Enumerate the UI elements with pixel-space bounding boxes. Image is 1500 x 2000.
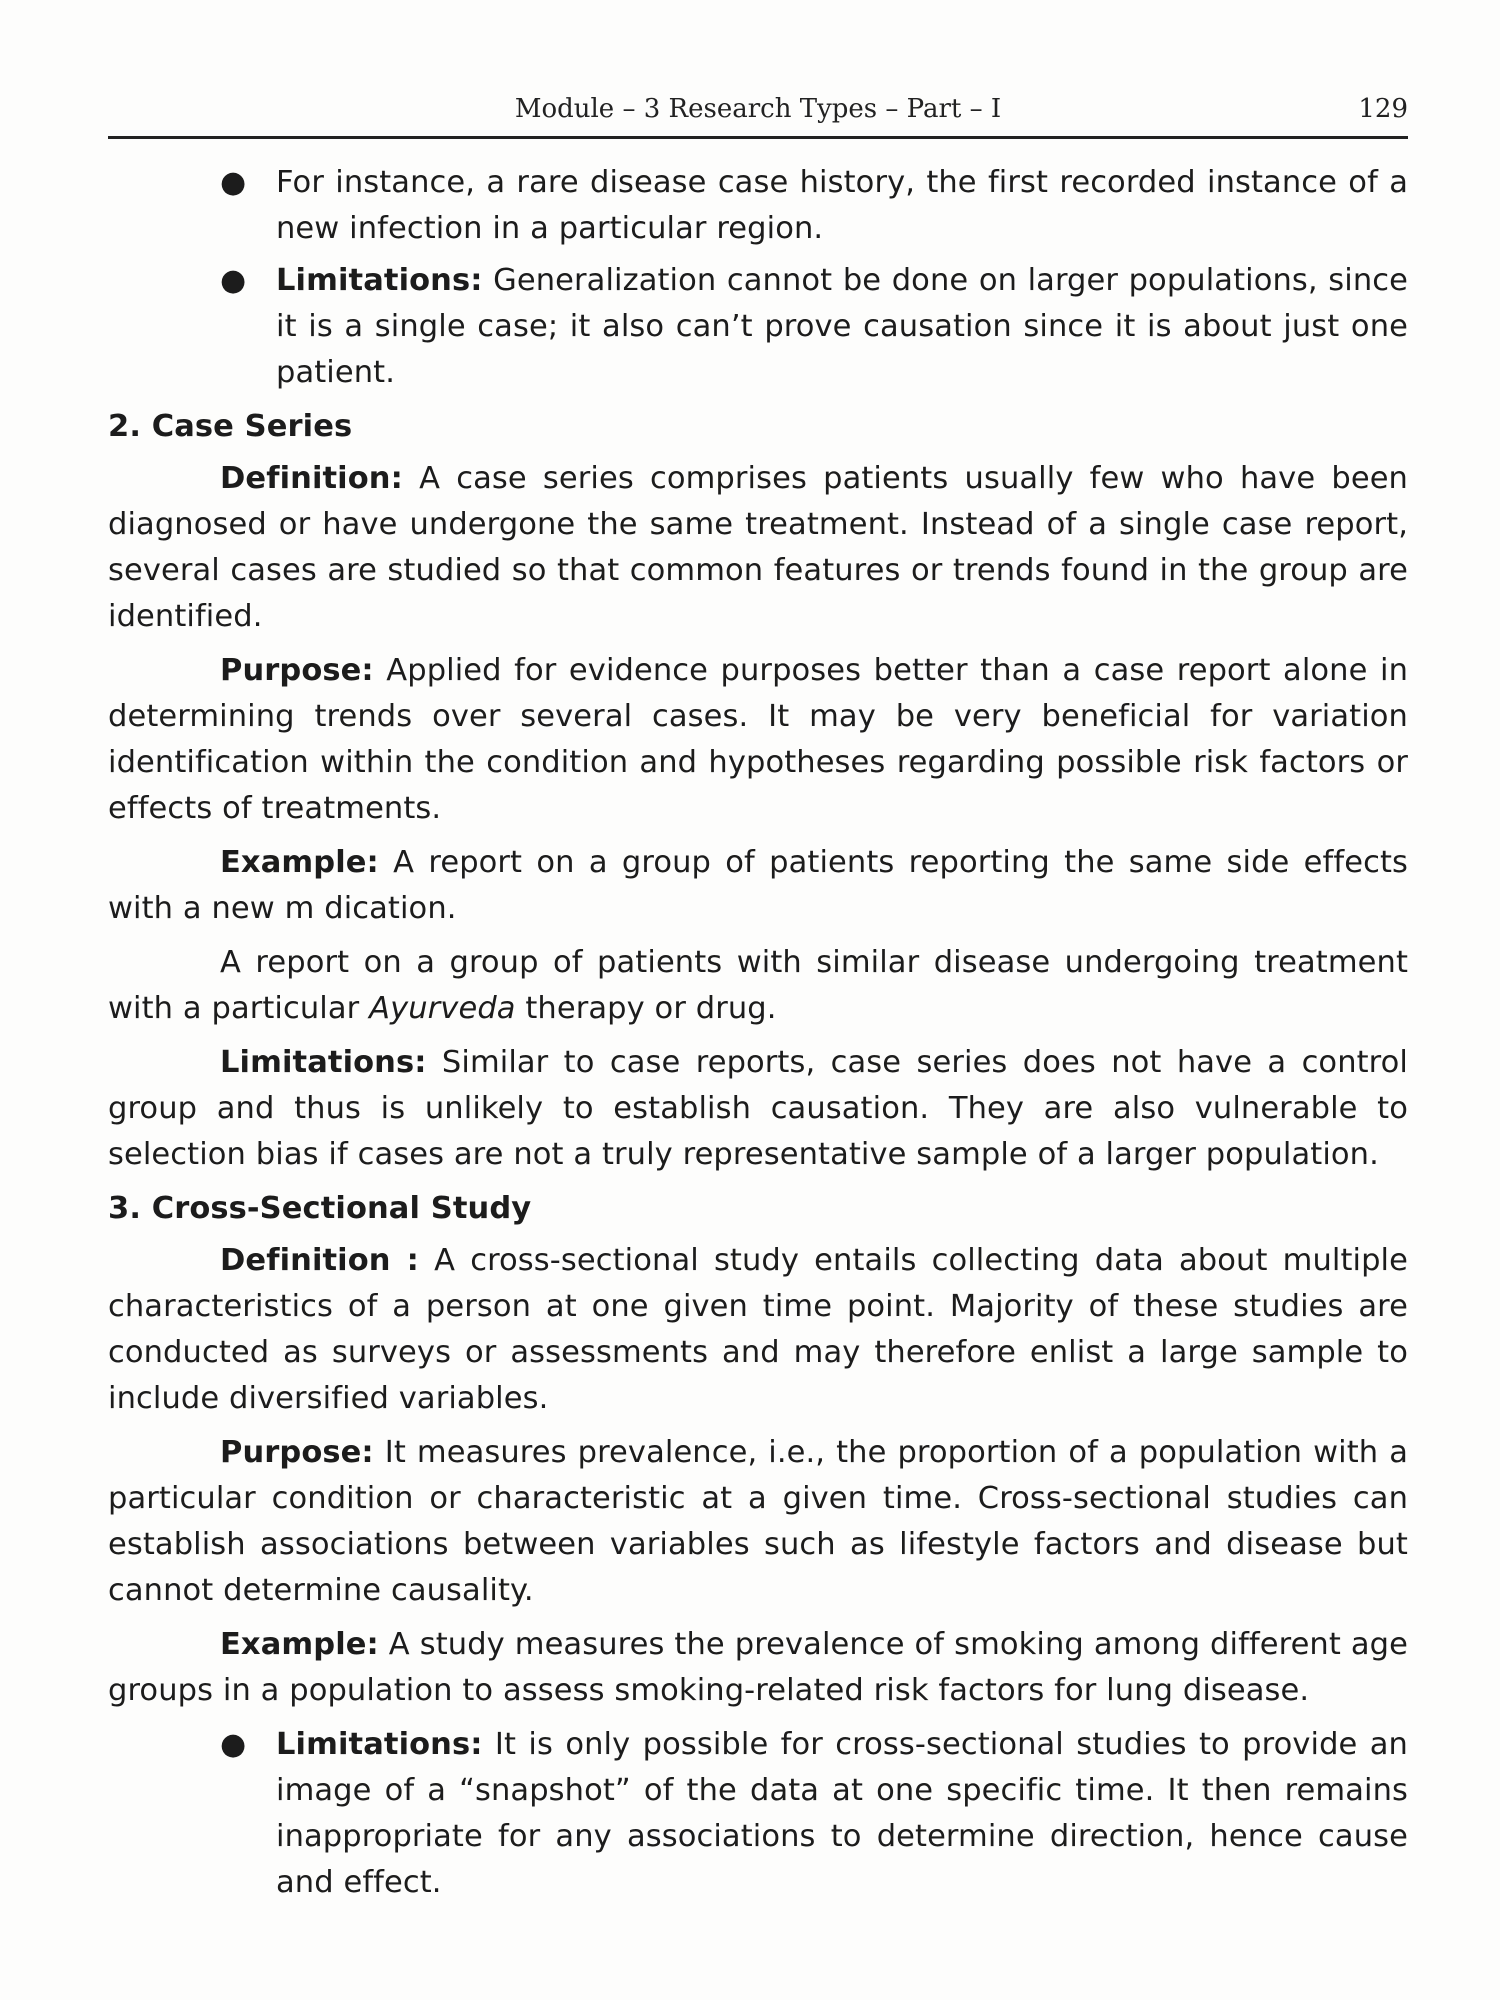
cross-sectional-definition: [108, 1238, 1408, 1422]
definition-label: Definition :: [220, 1243, 419, 1278]
case-series-example: [108, 840, 1408, 932]
purpose-text: Applied for evidence purposes better than a case report alone in determining trends over several cases. It may be very beneficial for variation identification within the condition and hypotheses regarding possible risk factors or effects of treatments.: [108, 653, 1408, 826]
bullet-text: Generalization cannot be done on larger populations, since it is a single case; it also can’t prove causation since it is about just one patient.: [276, 263, 1408, 390]
body-text: [108, 160, 1408, 1912]
bullet-item: [108, 1722, 1408, 1906]
case-series-example-2: [108, 940, 1408, 1032]
example-2-text-before: A report on a group of patients with similar disease undergoing treatment with a particular: [108, 945, 1408, 1026]
definition-label: Definition:: [220, 461, 403, 496]
intro-bullet-list: [108, 160, 1408, 396]
case-series-limitations: [108, 1040, 1408, 1178]
page-number: 129: [1358, 94, 1408, 124]
limitations-label: Limitations:: [220, 1045, 427, 1080]
case-series-purpose: [108, 648, 1408, 832]
example-label: Example:: [220, 845, 379, 880]
bullet-dot-icon: ●: [220, 263, 247, 298]
bullet-dot-icon: ●: [220, 1727, 247, 1762]
running-title: Module – 3 Research Types – Part – I: [514, 94, 1002, 124]
bullet-label: Limitations:: [276, 1727, 483, 1762]
example-label: Example:: [220, 1627, 379, 1662]
header-rule: [108, 136, 1408, 139]
example-2-text-after: therapy or drug.: [515, 991, 777, 1026]
section-heading-case-series: 2. Case Series: [108, 409, 353, 444]
limitations-text: Similar to case reports, case series does not have a control group and thus is unlikely to establish causation. They are also vulnerable to selection bias if cases are not a truly representative sample of a larger population.: [108, 1045, 1408, 1172]
example-text: A study measures the prevalence of smoking among different age groups in a population to assess smoking-related risk factors for lung disease.: [108, 1627, 1408, 1708]
cross-sectional-bullet-list: [108, 1722, 1408, 1906]
case-series-definition: [108, 456, 1408, 640]
bullet-dot-icon: ●: [220, 165, 247, 200]
running-header: [108, 88, 1408, 134]
section-heading-cross-sectional: 3. Cross-Sectional Study: [108, 1191, 532, 1226]
purpose-label: Purpose:: [220, 1435, 374, 1470]
definition-text: A cross-sectional study entails collecting data about multiple characteristics of a person at one given time point. Majority of these studies are conducted as surveys or assessments and may therefore enlist a large sample to include diversified variables.: [108, 1243, 1408, 1416]
bullet-label: Limitations:: [276, 263, 483, 298]
example-text: A report on a group of patients reporting the same side effects with a new m dication.: [108, 845, 1408, 926]
definition-text: A case series comprises patients usually few who have been diagnosed or have undergone the same treatment. Instead of a single case report, several cases are studied so that common features or trends found in the group are identified.: [108, 461, 1408, 634]
bullet-text: For instance, a rare disease case history, the first recorded instance of a new infection in a particular region.: [276, 165, 1408, 246]
purpose-label: Purpose:: [220, 653, 374, 688]
bullet-text: It is only possible for cross-sectional studies to provide an image of a “snapshot” of the data at one specific time. It then remains inappropriate for any associations to determine direction, hence cause and effect.: [276, 1727, 1408, 1900]
bullet-item: [108, 160, 1408, 252]
purpose-text: It measures prevalence, i.e., the proportion of a population with a particular condition or characteristic at a given time. Cross-sectional studies can establish associations between variables such as lifestyle factors and disease but cannot determine causality.: [108, 1435, 1408, 1608]
cross-sectional-purpose: [108, 1430, 1408, 1614]
bullet-item: [108, 258, 1408, 396]
cross-sectional-example: [108, 1622, 1408, 1714]
example-2-italic-term: Ayurveda: [369, 991, 516, 1026]
